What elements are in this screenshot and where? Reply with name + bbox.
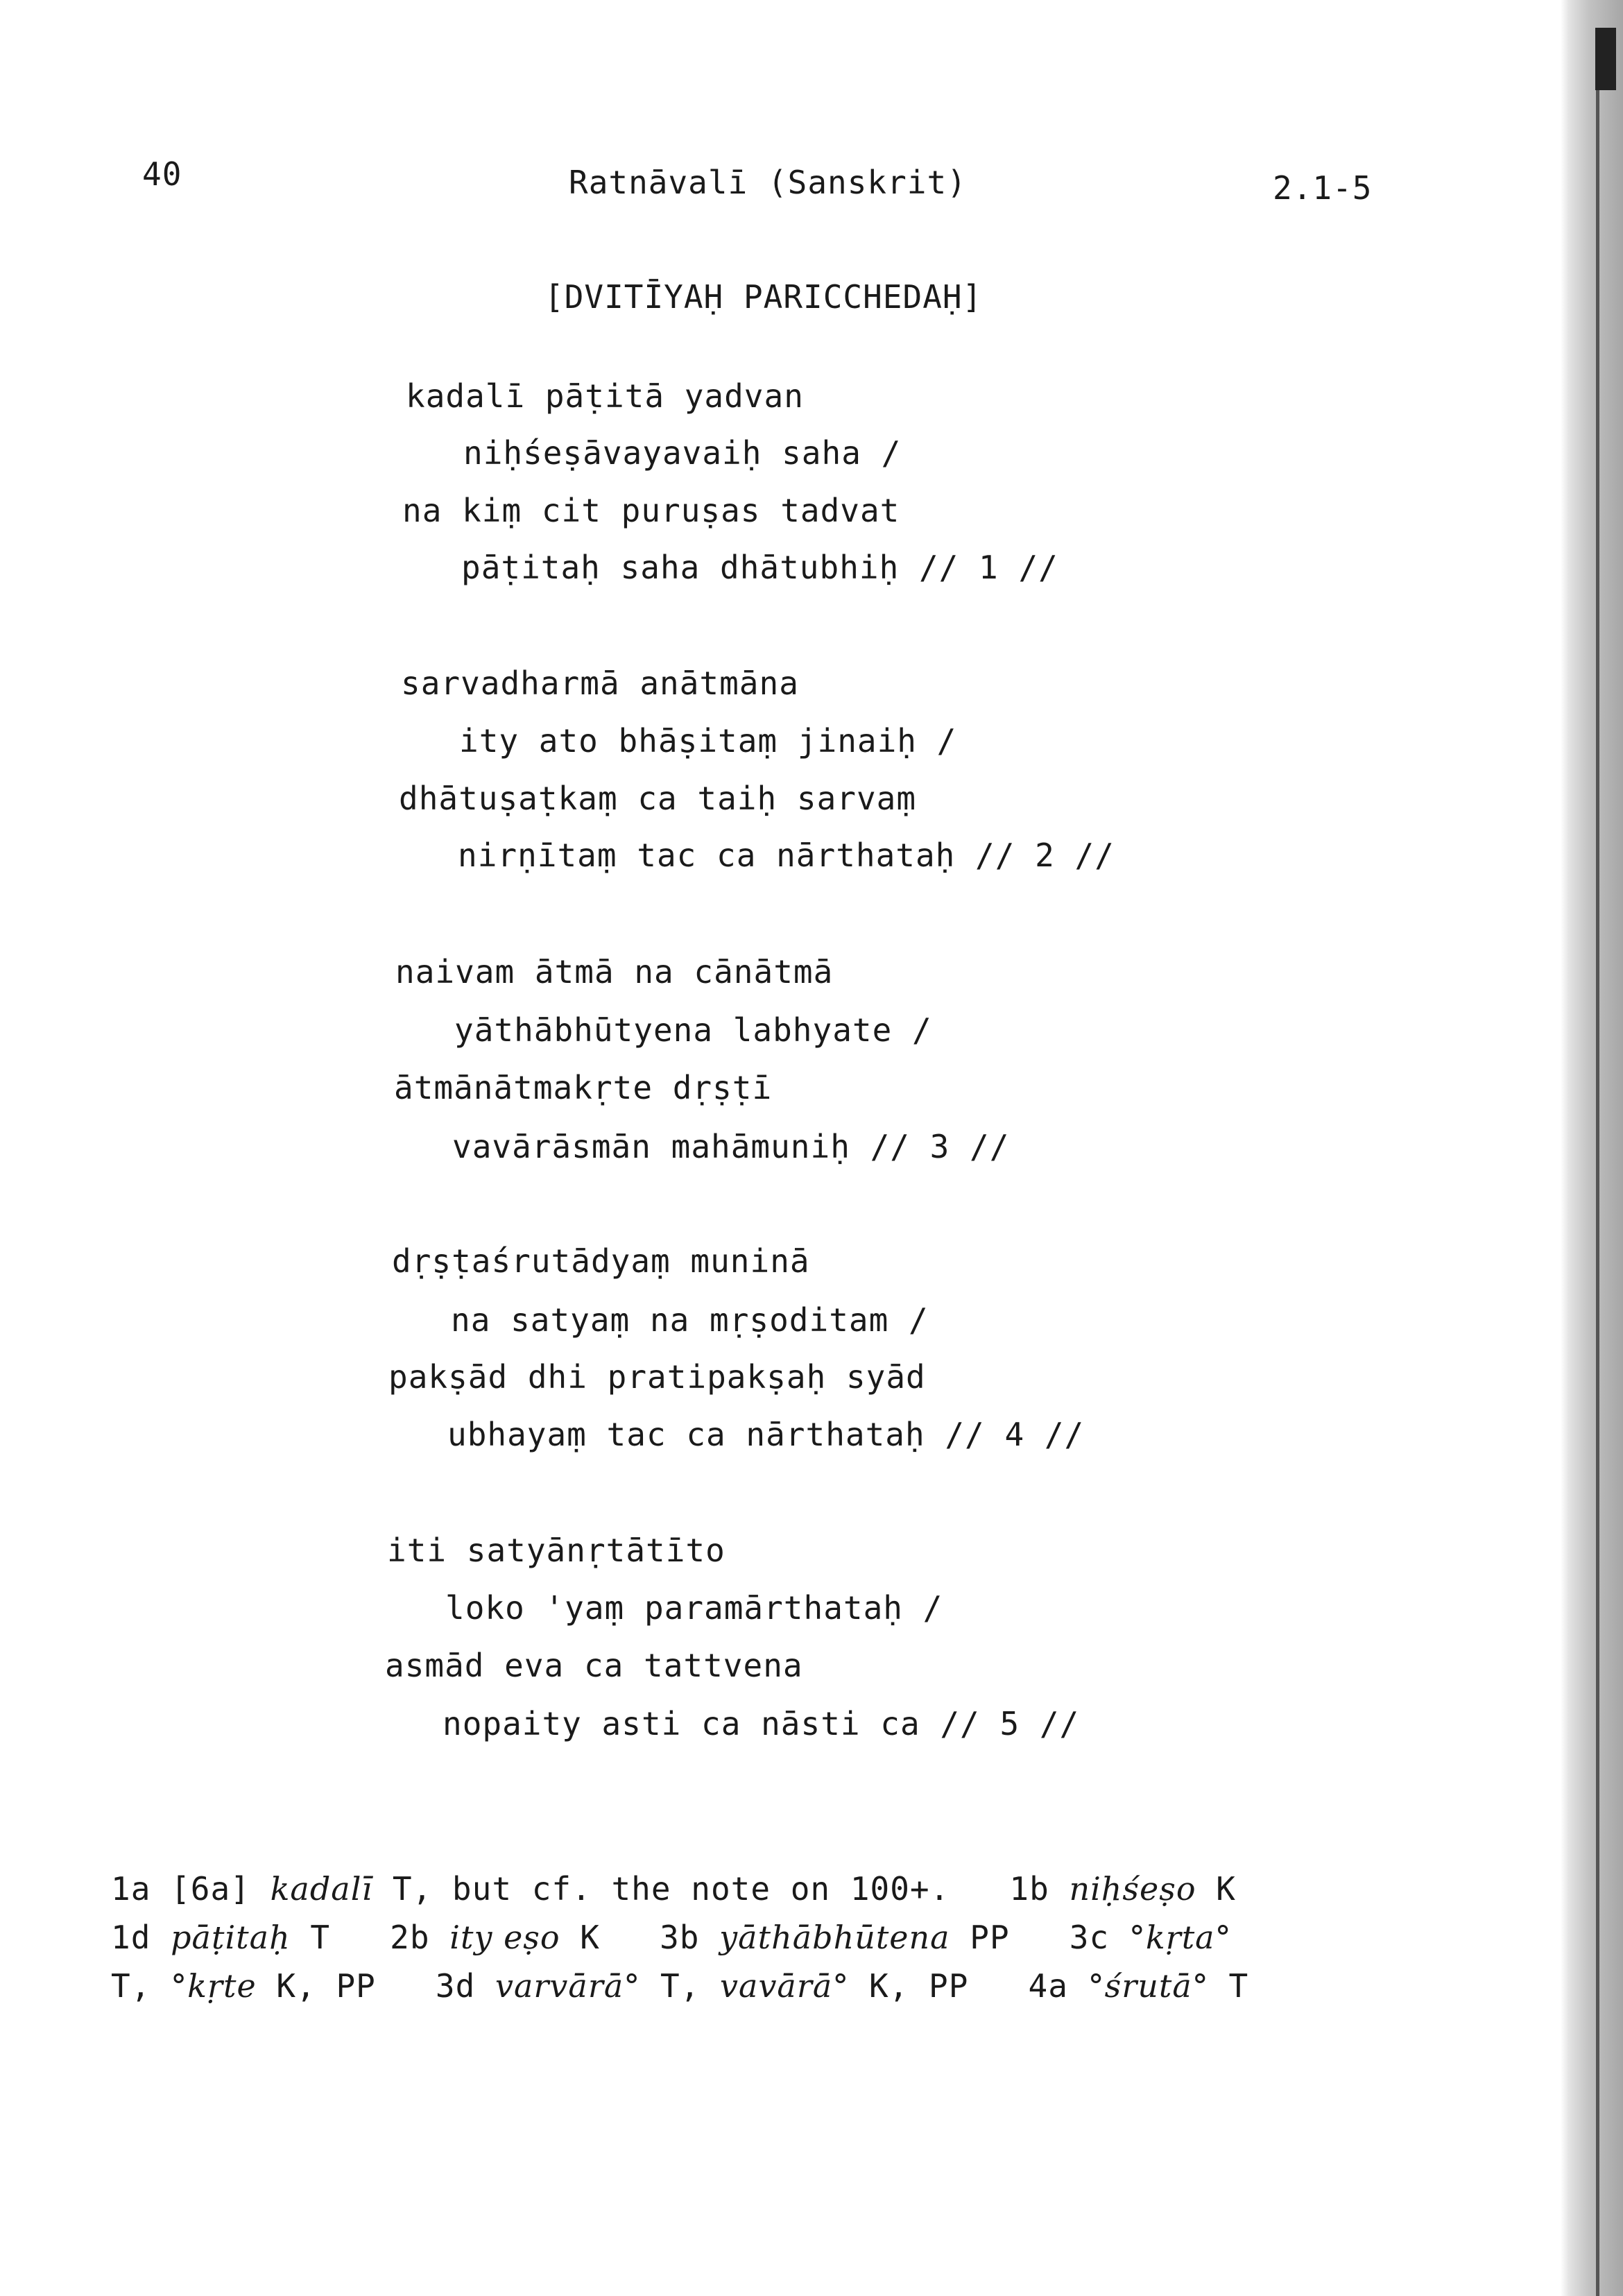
verse-line: vavārāsmān mahāmuniḥ // 3 // [452, 1128, 1010, 1165]
verse-line: ubhayaṃ tac ca nārthataḥ // 4 // [447, 1416, 1085, 1453]
footnote-line [111, 1967, 1249, 2005]
footnote-variant: ity eṣo [449, 1919, 560, 1956]
verse-line: pakṣād dhi pratipakṣaḥ syād [388, 1358, 926, 1396]
verse-line: nopaity asti ca nāsti ca // 5 // [443, 1705, 1080, 1742]
scan-edge-line [1596, 42, 1599, 2296]
footnote-text: 1d [111, 1919, 171, 1956]
verse-line: iti satyānṛtātīto [387, 1532, 725, 1569]
footnote-variant: kadalī [270, 1870, 373, 1908]
verse-line: sarvadharmā anātmāna [401, 665, 799, 702]
verse-line: ity ato bhāṣitaṃ jinaiḥ / [459, 722, 957, 760]
verse-line: asmād eva ca tattvena [385, 1647, 803, 1684]
chapter-heading: [DVITĪYAḤ PARICCHEDAḤ] [544, 278, 983, 316]
footnote-variant: niḥśeṣo [1069, 1870, 1196, 1908]
footnote-text: 1a [6a] [111, 1870, 270, 1908]
footnote-variant: °kṛte [171, 1967, 257, 2005]
verse-line: na kiṃ cit puruṣas tadvat [402, 492, 900, 529]
verse-line: yāthābhūtyena labhyate / [454, 1011, 932, 1049]
scan-edge-shadow [1561, 0, 1623, 2296]
footnote-text: T 2b [290, 1919, 450, 1956]
verse-line: pāṭitaḥ saha dhātubhiḥ // 1 // [461, 549, 1058, 586]
verse-line: nirṇītaṃ tac ca nārthataḥ // 2 // [458, 837, 1115, 874]
footnote-text: PP 3c [950, 1919, 1129, 1956]
footnote-text: K, PP 4a [849, 1967, 1088, 2005]
page-number: 40 [142, 155, 182, 193]
verse-line: kadalī pāṭitā yadvan [406, 377, 804, 415]
section-reference: 2.1-5 [1273, 169, 1373, 207]
footnote-text: K [1196, 1870, 1236, 1908]
footnote-variant: °kṛta° [1128, 1919, 1232, 1956]
footnote-variant: °śrutā° [1088, 1967, 1209, 2005]
footnote-text: T, [111, 1967, 171, 2005]
footnote-variant: yāthābhūtena [719, 1919, 950, 1956]
footnote-line [111, 1919, 1232, 1956]
verse-line: naivam ātmā na cānātmā [395, 953, 834, 991]
verse-line: niḥśeṣāvayavaiḥ saha / [463, 434, 902, 472]
verse-line: loko 'yaṃ paramārthataḥ / [445, 1589, 943, 1627]
footnote-line [111, 1870, 1236, 1908]
footnote-text: T [1208, 1967, 1249, 2005]
footnote-text: K 3b [560, 1919, 720, 1956]
verse-line: dhātuṣaṭkaṃ ca taiḥ sarvaṃ [399, 780, 917, 817]
verse-line: ātmānātmakṛte dṛṣṭī [394, 1069, 773, 1106]
running-title: Ratnāvalī (Sanskrit) [569, 164, 967, 201]
footnote-text: T, but cf. the note on 100+. 1b [372, 1870, 1070, 1908]
footnote-text: T, [640, 1967, 721, 2005]
scan-edge-mark [1595, 28, 1616, 90]
verse-line: dṛṣṭaśrutādyaṃ muninā [392, 1242, 810, 1280]
verse-line: na satyaṃ na mṛṣoditam / [451, 1301, 929, 1339]
footnote-variant: varvārā° [495, 1967, 641, 2005]
footnote-variant: pāṭitaḥ [171, 1919, 291, 1956]
footnote-variant: vavārā° [720, 1967, 850, 2005]
footnote-text: K, PP 3d [256, 1967, 496, 2005]
